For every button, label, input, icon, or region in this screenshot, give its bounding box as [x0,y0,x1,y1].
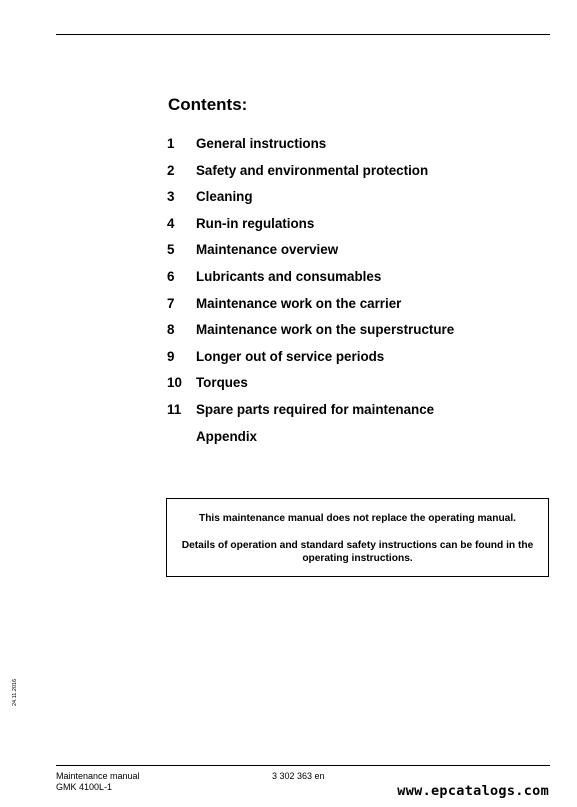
toc-item-number: 11 [167,401,182,417]
toc-item-number: 8 [167,322,175,338]
toc-item-title: Maintenance work on the carrier [196,295,402,311]
toc-item-number: 5 [167,242,175,258]
notice-box [166,498,549,577]
footer-doc-type: Maintenance manual [56,771,140,781]
toc-item-number: 2 [167,162,175,178]
toc-item-number: 9 [167,348,175,364]
toc-item-title: Torques [196,375,248,391]
bottom-rule [56,765,550,766]
toc-item-number: 3 [167,189,175,205]
toc-item-title: Cleaning [196,189,253,205]
footer-doc-code: 3 302 363 en [272,771,325,781]
toc-item-number: 10 [167,375,182,391]
toc-item-title: Run-in regulations [196,215,315,231]
toc-item-number: 4 [167,215,175,231]
toc-item-title: General instructions [196,136,327,151]
contents-heading: Contents: [168,95,248,114]
top-rule [56,34,550,35]
notice-line-1: This maintenance manual does not replace the operating manual. [198,513,517,524]
toc-item-number: 7 [167,295,175,311]
toc-item-number: 1 [167,136,175,151]
footer-document-info [56,771,140,793]
toc-item-number: 6 [167,268,175,284]
footer-model: GMK 4100L-1 [56,782,113,792]
toc-item-title: Maintenance work on the superstructure [196,322,455,338]
toc-item-title: Lubricants and consumables [196,268,382,284]
watermark: www.epcatalogs.com [397,783,549,799]
toc-item-title: Safety and environmental protection [196,162,429,178]
toc-item-title: Maintenance overview [196,242,339,258]
toc-item-title: Spare parts required for maintenance [196,401,435,417]
side-date: 24.11.2016 [12,678,18,706]
toc-item-title: Longer out of service periods [196,348,385,364]
notice-line-2: Details of operation and standard safety instructions can be found in the operating instructions. [181,540,534,564]
toc-item-title: Appendix [196,428,258,444]
